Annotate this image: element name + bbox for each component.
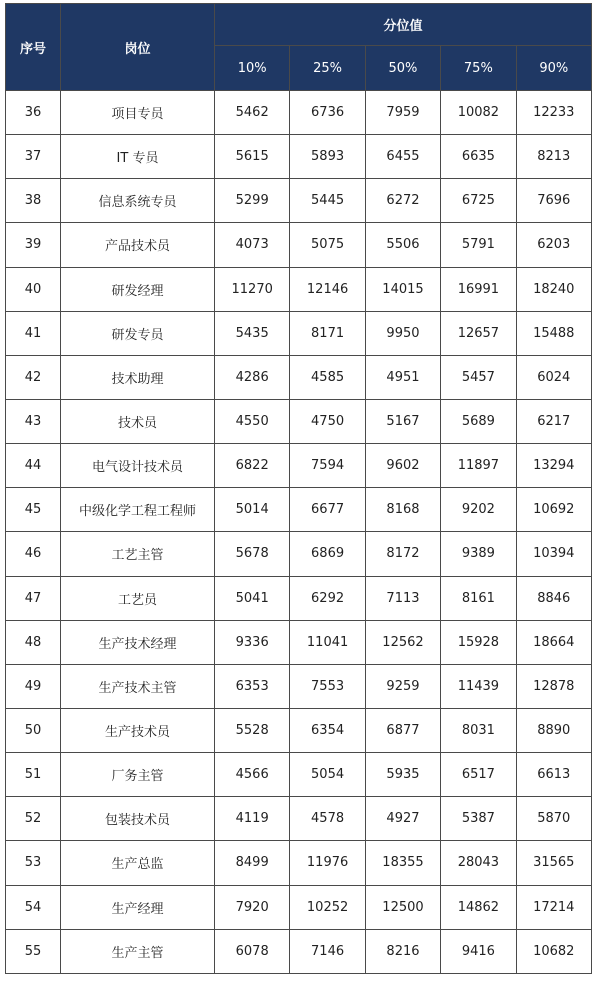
row-p50-cell: 6455 [365,135,440,179]
row-p75-cell: 15928 [441,620,516,664]
table-row [6,797,592,841]
table-row [6,355,592,399]
salary-percentile-table-container [5,3,591,974]
row-p25-cell: 4750 [290,399,365,443]
header-percentile-group: 分位值 [215,4,592,46]
table-body [6,91,592,974]
row-position-cell: 工艺员 [61,576,215,620]
row-p25-cell: 5075 [290,223,365,267]
row-p75-cell: 8161 [441,576,516,620]
table-row [6,929,592,973]
table-row [6,620,592,664]
row-p25-cell: 5445 [290,179,365,223]
row-p25-cell: 6677 [290,488,365,532]
table-row [6,267,592,311]
row-no-cell: 43 [6,399,61,443]
table-row [6,841,592,885]
row-p50-cell: 7113 [365,576,440,620]
row-p50-cell: 5935 [365,753,440,797]
row-p10-cell: 5041 [215,576,290,620]
row-no-cell: 50 [6,708,61,752]
row-p25-cell: 7553 [290,664,365,708]
row-position-cell: 生产总监 [61,841,215,885]
row-p25-cell: 4585 [290,355,365,399]
row-p25-cell: 6869 [290,532,365,576]
row-p90-cell: 31565 [516,841,591,885]
row-position-cell: 工艺主管 [61,532,215,576]
row-p75-cell: 9202 [441,488,516,532]
row-p75-cell: 5387 [441,797,516,841]
row-p50-cell: 4927 [365,797,440,841]
row-position-cell: 中级化学工程工程师 [61,488,215,532]
row-p90-cell: 7696 [516,179,591,223]
row-p10-cell: 6822 [215,444,290,488]
table-row [6,664,592,708]
row-position-cell: 包装技术员 [61,797,215,841]
header-no: 序号 [6,4,61,91]
row-p90-cell: 12878 [516,664,591,708]
table-row [6,223,592,267]
header-p10: 10% [215,46,290,91]
row-p90-cell: 18240 [516,267,591,311]
row-p50-cell: 5167 [365,399,440,443]
row-p90-cell: 17214 [516,885,591,929]
row-p10-cell: 5462 [215,91,290,135]
row-position-cell: 信息系统专员 [61,179,215,223]
row-no-cell: 40 [6,267,61,311]
table-row [6,311,592,355]
row-p10-cell: 4073 [215,223,290,267]
row-p75-cell: 14862 [441,885,516,929]
row-p50-cell: 12562 [365,620,440,664]
table-row [6,444,592,488]
row-p90-cell: 10682 [516,929,591,973]
row-no-cell: 41 [6,311,61,355]
row-p10-cell: 4119 [215,797,290,841]
row-p25-cell: 8171 [290,311,365,355]
row-position-cell: 厂务主管 [61,753,215,797]
row-p75-cell: 6725 [441,179,516,223]
row-position-cell: IT 专员 [61,135,215,179]
row-p75-cell: 10082 [441,91,516,135]
table-row [6,399,592,443]
row-position-cell: 电气设计技术员 [61,444,215,488]
row-position-cell: 生产主管 [61,929,215,973]
row-no-cell: 44 [6,444,61,488]
row-p10-cell: 5528 [215,708,290,752]
header-position: 岗位 [61,4,215,91]
row-p25-cell: 4578 [290,797,365,841]
row-position-cell: 生产技术主管 [61,664,215,708]
row-p50-cell: 9950 [365,311,440,355]
row-no-cell: 45 [6,488,61,532]
row-p50-cell: 8172 [365,532,440,576]
row-no-cell: 52 [6,797,61,841]
row-p25-cell: 5054 [290,753,365,797]
table-row [6,708,592,752]
row-p10-cell: 9336 [215,620,290,664]
row-no-cell: 48 [6,620,61,664]
row-p50-cell: 5506 [365,223,440,267]
row-p10-cell: 4566 [215,753,290,797]
table-row [6,576,592,620]
row-p90-cell: 18664 [516,620,591,664]
header-p25: 25% [290,46,365,91]
table-row [6,532,592,576]
row-p90-cell: 6613 [516,753,591,797]
row-p50-cell: 6272 [365,179,440,223]
row-p90-cell: 10692 [516,488,591,532]
row-p50-cell: 12500 [365,885,440,929]
row-p25-cell: 5893 [290,135,365,179]
row-position-cell: 研发专员 [61,311,215,355]
row-p90-cell: 6203 [516,223,591,267]
row-position-cell: 研发经理 [61,267,215,311]
header-p50: 50% [365,46,440,91]
row-p90-cell: 8213 [516,135,591,179]
row-p10-cell: 5014 [215,488,290,532]
table-row [6,135,592,179]
row-p75-cell: 16991 [441,267,516,311]
row-p50-cell: 18355 [365,841,440,885]
table-row [6,885,592,929]
row-p75-cell: 11439 [441,664,516,708]
row-p50-cell: 8216 [365,929,440,973]
row-no-cell: 37 [6,135,61,179]
row-p75-cell: 12657 [441,311,516,355]
row-p90-cell: 12233 [516,91,591,135]
header-p90: 90% [516,46,591,91]
header-p75: 75% [441,46,516,91]
row-p50-cell: 6877 [365,708,440,752]
row-p75-cell: 9389 [441,532,516,576]
table-row [6,179,592,223]
row-p75-cell: 5457 [441,355,516,399]
row-p25-cell: 6736 [290,91,365,135]
table-row [6,91,592,135]
row-p90-cell: 5870 [516,797,591,841]
row-p90-cell: 13294 [516,444,591,488]
row-p75-cell: 5791 [441,223,516,267]
row-p75-cell: 11897 [441,444,516,488]
row-p25-cell: 6354 [290,708,365,752]
row-p25-cell: 10252 [290,885,365,929]
row-p75-cell: 9416 [441,929,516,973]
row-p25-cell: 6292 [290,576,365,620]
row-p90-cell: 10394 [516,532,591,576]
row-no-cell: 47 [6,576,61,620]
row-p75-cell: 6635 [441,135,516,179]
row-p50-cell: 9259 [365,664,440,708]
row-p75-cell: 28043 [441,841,516,885]
row-p10-cell: 5615 [215,135,290,179]
row-no-cell: 51 [6,753,61,797]
row-p25-cell: 7594 [290,444,365,488]
row-position-cell: 项目专员 [61,91,215,135]
row-p10-cell: 5678 [215,532,290,576]
row-p25-cell: 12146 [290,267,365,311]
row-p90-cell: 6217 [516,399,591,443]
row-p50-cell: 14015 [365,267,440,311]
row-no-cell: 38 [6,179,61,223]
row-p10-cell: 11270 [215,267,290,311]
row-position-cell: 生产技术员 [61,708,215,752]
row-p75-cell: 8031 [441,708,516,752]
row-p10-cell: 8499 [215,841,290,885]
table-header [6,4,592,91]
row-no-cell: 42 [6,355,61,399]
row-position-cell: 生产经理 [61,885,215,929]
row-no-cell: 49 [6,664,61,708]
row-p75-cell: 5689 [441,399,516,443]
row-position-cell: 产品技术员 [61,223,215,267]
row-position-cell: 生产技术经理 [61,620,215,664]
row-p90-cell: 15488 [516,311,591,355]
row-p10-cell: 4550 [215,399,290,443]
row-p90-cell: 8890 [516,708,591,752]
row-p50-cell: 9602 [365,444,440,488]
row-p25-cell: 11976 [290,841,365,885]
row-no-cell: 53 [6,841,61,885]
row-no-cell: 36 [6,91,61,135]
row-p90-cell: 6024 [516,355,591,399]
row-no-cell: 46 [6,532,61,576]
row-p25-cell: 7146 [290,929,365,973]
row-no-cell: 54 [6,885,61,929]
row-p50-cell: 4951 [365,355,440,399]
row-position-cell: 技术员 [61,399,215,443]
row-p10-cell: 5299 [215,179,290,223]
row-p25-cell: 11041 [290,620,365,664]
row-p75-cell: 6517 [441,753,516,797]
table-row [6,753,592,797]
row-p10-cell: 7920 [215,885,290,929]
salary-percentile-table [5,3,592,974]
row-position-cell: 技术助理 [61,355,215,399]
row-p10-cell: 5435 [215,311,290,355]
row-p50-cell: 8168 [365,488,440,532]
row-no-cell: 55 [6,929,61,973]
row-p10-cell: 6353 [215,664,290,708]
row-no-cell: 39 [6,223,61,267]
table-row [6,488,592,532]
row-p10-cell: 6078 [215,929,290,973]
row-p50-cell: 7959 [365,91,440,135]
row-p90-cell: 8846 [516,576,591,620]
row-p10-cell: 4286 [215,355,290,399]
